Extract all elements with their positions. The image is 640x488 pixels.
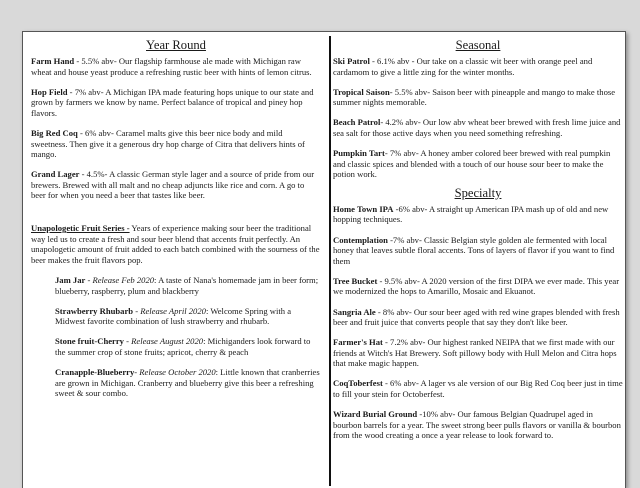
beer-desc: - Saison beer with pineapple and mango to make those summer nights memorable. xyxy=(333,86,616,108)
beer-entry xyxy=(333,204,623,225)
beer-abv: -6% abv xyxy=(393,203,425,214)
beer-abv: - 4.2% abv xyxy=(380,117,418,128)
beer-entry xyxy=(31,56,321,77)
beer-entry xyxy=(333,276,623,297)
beer-desc: - Caramel malts give this beer nice body and mild sweetness. Then give it a generous dry hop charge of Citra that delivers hints of mango. xyxy=(31,127,305,160)
beer-entry xyxy=(333,56,623,77)
beer-desc: - A honey amber colored beer brewed with real pumpkin and classic spices and blended with a touch of our house sour beer to make the potion work. xyxy=(333,148,611,180)
beer-name: CoqToberfest xyxy=(333,378,383,389)
beer-desc: - Our sour beer aged with red wine grapes blended with fresh beer and fruit juice that converts people that say they don't like beer. xyxy=(333,306,620,328)
beer-desc: - A Michigan IPA made featuring hops unique to our state and grown by farmers we know by name. Perfect balance of tropical and piney hop flavors. xyxy=(31,86,314,118)
beer-desc: - A classic German style lager and a source of pride from our brewers. Brewed with all malt and no cheap adjuncts like rice and corn. A go to beer for when you need a beer that tastes like beer. xyxy=(31,169,315,201)
beer-desc: - Classic Belgian style golden ale fermented with local honey that leaves subtle floral accents. Tons of layers of flavor if you want to find them xyxy=(333,234,615,266)
specialty-heading: Specialty xyxy=(454,185,502,200)
beer-entry xyxy=(333,148,623,180)
beer-name: Contemplation xyxy=(333,234,388,245)
beer-entry xyxy=(333,307,623,328)
beer-name: Tree Bucket xyxy=(333,275,378,286)
beer-entry xyxy=(333,117,623,138)
release-date: - Release Feb 2020 xyxy=(85,274,155,285)
beer-abv: - 4.5% xyxy=(79,169,105,180)
fruit-beer-entry xyxy=(55,306,321,327)
beer-entry xyxy=(333,337,623,369)
beer-name: Beach Patrol xyxy=(333,117,381,128)
beer-entry xyxy=(333,87,623,108)
beer-abv: - 8% abv xyxy=(375,306,409,317)
fruit-beer-entry xyxy=(55,336,321,357)
year-round-heading: Year Round xyxy=(146,38,206,52)
beer-abv: - 9.5% abv xyxy=(377,275,417,286)
beer-abv: - 6% abv xyxy=(77,127,111,138)
fruit-series-title: Unapologetic Fruit Series - xyxy=(31,223,130,234)
beer-name: Wizard Burial Ground xyxy=(333,409,418,420)
beer-name: Cranapple-Blueberry xyxy=(55,366,135,377)
left-column xyxy=(31,38,321,408)
release-date: - Release October 2020 xyxy=(134,366,216,377)
beer-abv: - 6.1% abv xyxy=(369,56,410,66)
beer-desc: - A straight up American IPA mash up of old and new hopping techniques. xyxy=(333,203,609,225)
fruit-series-intro xyxy=(31,223,321,265)
beer-desc: - Our flagship farmhouse ale made with Michigan raw wheat and house yeast produce a refreshing rustic beer with hints of lemon citrus. xyxy=(31,56,312,77)
beer-desc: : Little known that cranberries are grown in Michigan. Cranberry and blueberry give this beer a refreshing sweet & sour combo. xyxy=(55,366,320,399)
fruit-beer-entry xyxy=(55,275,321,296)
beer-desc: : Welcome Spring with a Midwest favorite combination of lush strawberry and rhubarb. xyxy=(55,305,292,327)
beer-abv: - 5.5% abv xyxy=(389,86,428,97)
beer-abv: -7% abv xyxy=(387,234,419,245)
beer-name: Strawberry Rhubarb xyxy=(55,305,134,316)
column-divider xyxy=(329,36,331,486)
fruit-beer-entry xyxy=(55,367,321,399)
right-column xyxy=(333,38,623,450)
beer-name: Ski Patrol xyxy=(333,56,370,66)
beer-desc: - A 2020 version of the first DIPA we ever made. This year we modernized the hops to Amarillo, Mosaic and Ekuanot. xyxy=(333,275,620,297)
beer-entry xyxy=(333,409,623,441)
beer-desc: - Our take on a classic wit beer with orange peel and cardamom to give a little zing for the winter months. xyxy=(333,56,593,77)
beer-abv: - 7% abv xyxy=(67,86,101,97)
beer-name: Home Town IPA xyxy=(333,203,394,214)
beer-name: Farmer's Hat xyxy=(333,337,383,348)
beer-entry xyxy=(31,128,321,160)
beer-abv: - 6% abv xyxy=(382,378,416,389)
beer-desc: : Michiganders look forward to the summer crop of stone fruits; apricot, cherry & peach xyxy=(55,336,311,357)
beer-abv: - 5.5% abv xyxy=(74,56,114,66)
menu-sheet xyxy=(22,31,626,488)
beer-name: Farm Hand xyxy=(31,56,75,66)
beer-desc: - A lager vs ale version of our Big Red Coq beer just in time to fill your stein for Octoberfest. xyxy=(333,378,623,400)
beer-abv: - 7.2% abv xyxy=(382,337,423,348)
beer-desc: - Our highest ranked NEIPA that we first made with our friends at Witch's Hat Brewery. Soft pillowy body with Hull Melon and Citra hops that make magic happen. xyxy=(333,337,617,369)
beer-entry xyxy=(31,87,321,119)
beer-entry xyxy=(333,235,623,267)
beer-desc: : A taste of Nana's homemade jam in beer form; blueberry, raspberry, plum and blackberry xyxy=(55,274,319,296)
beer-desc: - Our famous Belgian Quadrupel aged in bourbon barrels for a year. The sweet strong beer pulls flavors or vanilla & bourbon from the wood creating a once a year release to look forward to. xyxy=(333,409,621,441)
beer-name: Stone fruit-Cherry xyxy=(55,336,124,347)
release-date: - Release August 2020 xyxy=(123,336,204,347)
seasonal-heading: Seasonal xyxy=(455,38,501,52)
beer-entry xyxy=(333,378,623,399)
beer-entry xyxy=(31,169,321,201)
beer-name: Sangria Ale xyxy=(333,306,376,317)
beer-abv: - 7% abv xyxy=(384,148,416,159)
beer-name: Hop Field xyxy=(31,86,68,97)
beer-abv: -10% abv xyxy=(417,409,453,420)
beer-name: Grand Lager xyxy=(31,169,80,180)
beer-desc: - Our low abv wheat beer brewed with fresh lime juice and sea salt for those active days when you need something refreshing. xyxy=(333,117,621,138)
beer-name: Tropical Saison xyxy=(333,86,390,97)
fruit-series-desc: Years of experience making sour beer the traditional way led us to create a fresh and sour beer blend that accents fruit perfectly. An unapologetic amount of fruit added to each batch combined with the sourness of the beer makes the fruit flavors pop. xyxy=(31,223,320,265)
release-date: - Release April 2020 xyxy=(133,305,206,316)
beer-name: Jam Jar xyxy=(55,274,86,285)
beer-name: Big Red Coq xyxy=(31,127,78,138)
beer-name: Pumpkin Tart xyxy=(333,148,385,159)
